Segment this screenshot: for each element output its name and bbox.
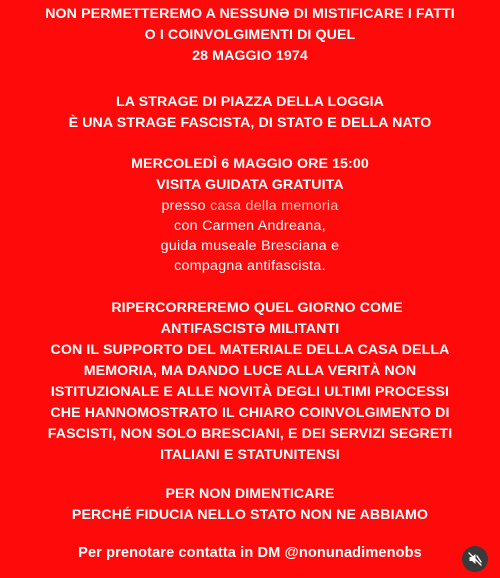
header-line-2: O I COINVOLGIMENTI DI QUEL (144, 27, 356, 43)
contact-line: Per prenotare contatta in DM @nonunadimenobs (78, 545, 422, 561)
event-venue-line (0, 196, 500, 216)
presso-text: presso (161, 198, 206, 214)
venue-name: casa della memoria (210, 198, 339, 214)
header-line-3: 28 MAGGIO 1974 (192, 48, 308, 64)
body-block (0, 298, 500, 466)
event-block (0, 154, 500, 276)
body-line-6: CHE HANNOMOSTRATO IL CHIARO COINVOLGIMENTO DI (50, 405, 450, 421)
guide-line-2: guida museale Bresciana e (160, 238, 340, 254)
body-line-1: RIPERCORREREMO QUEL GIORNO COME (111, 300, 403, 316)
closing-block (0, 484, 500, 526)
body-line-4: MEMORIA, MA DANDO LUCE ALLA VERITÀ NON (83, 363, 417, 379)
header-block (0, 4, 500, 67)
event-visit: VISITA GUIDATA GRATUITA (156, 177, 344, 193)
statement-block (0, 92, 500, 134)
guide-line-3: compagna antifascista. (174, 258, 326, 274)
body-line-5: ISTITUZIONALE E ALLE NOVITÀ DEGLI ULTIMI PROCESSI (50, 384, 450, 400)
body-line-3: CON IL SUPPORTO DEL MATERIALE DELLA CASA DELLA (50, 342, 450, 358)
statement-line-1: LA STRAGE DI PIAZZA DELLA LOGGIA (115, 94, 385, 110)
mute-button[interactable] (462, 546, 488, 572)
body-line-7: FASCISTI, NON SOLO BRESCIANI, E DEI SERVIZI SEGRETI (47, 426, 453, 442)
guide-line-1: con Carmen Andreana, (174, 218, 326, 234)
body-line-8: ITALIANI E STATUNITENSI (160, 447, 340, 463)
speaker-muted-icon (468, 552, 482, 566)
closing-line-2: PERCHÉ FIDUCIA NELLO STATO NON NE ABBIAMO (71, 507, 429, 523)
body-line-2: ANTIFASCISTƏ MILITANTI (160, 321, 340, 337)
event-date: MERCOLEDÌ 6 MAGGIO ORE 15:00 (131, 156, 369, 172)
statement-line-2: È UNA STRAGE FASCISTA, DI STATO E DELLA NATO (68, 115, 432, 131)
closing-line-1: PER NON DIMENTICARE (165, 486, 335, 502)
header-line-1: NON PERMETTEREMO A NESSUNƏ DI MISTIFICARE I FATTI (45, 6, 455, 22)
